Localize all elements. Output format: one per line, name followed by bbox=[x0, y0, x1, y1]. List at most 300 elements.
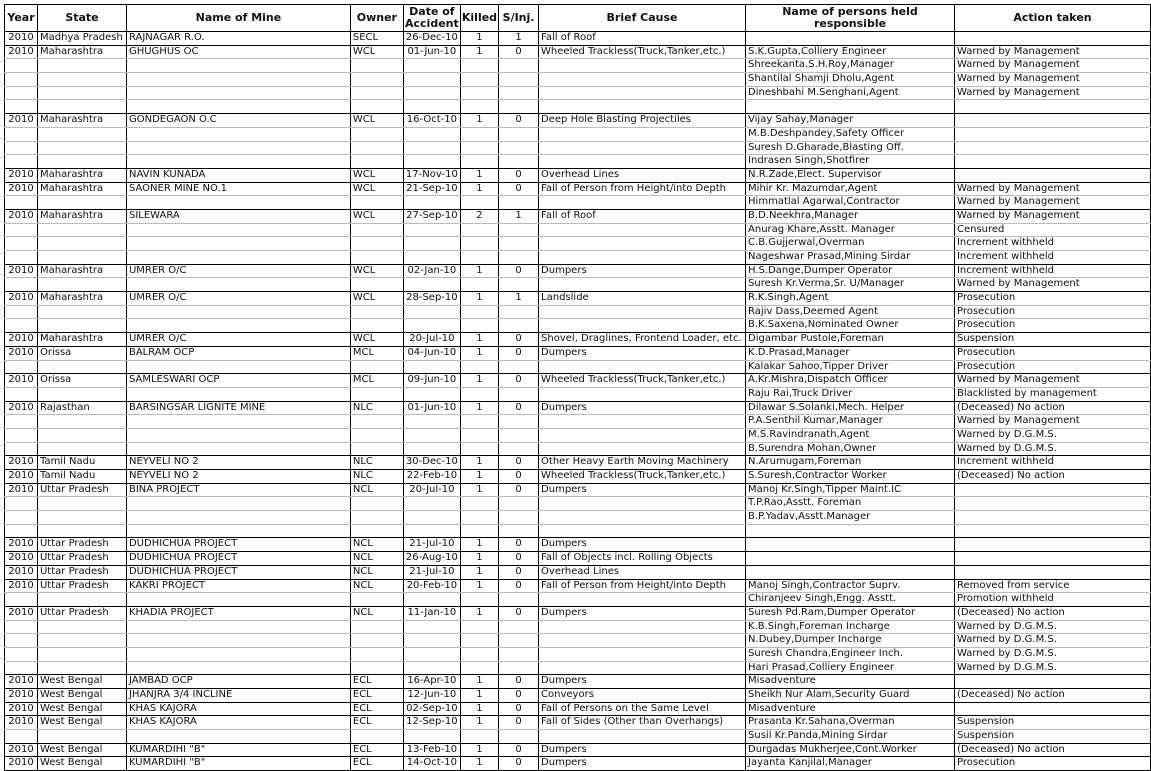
cell-cause: Fall of Sides (Other than Overhangs) bbox=[539, 716, 746, 730]
cell-cause: Other Heavy Earth Moving Machinery bbox=[539, 456, 746, 470]
cell-person: M.S.Ravindranath,Agent bbox=[746, 428, 955, 442]
cell-killed: 1 bbox=[460, 702, 498, 716]
cell-action bbox=[954, 524, 1150, 538]
cell-killed bbox=[460, 593, 498, 607]
cell-action: Increment withheld bbox=[954, 237, 1150, 251]
cell-cause bbox=[539, 59, 746, 73]
cell-injured bbox=[499, 86, 539, 100]
cell-mine bbox=[126, 593, 350, 607]
cell-action bbox=[954, 168, 1150, 182]
cell-injured bbox=[499, 634, 539, 648]
cell-owner bbox=[350, 387, 403, 401]
cell-injured: 0 bbox=[499, 45, 539, 59]
table-row bbox=[5, 73, 1151, 87]
cell-person: A.Kr.Mishra,Dispatch Officer bbox=[746, 374, 955, 388]
cell-date: 01-Jun-10 bbox=[403, 45, 460, 59]
cell-person: Chiranjeev Singh,Engg. Asstt. bbox=[746, 593, 955, 607]
cell-person bbox=[746, 552, 955, 566]
cell-cause: Dumpers bbox=[539, 743, 746, 757]
cell-injured bbox=[499, 511, 539, 525]
cell-mine bbox=[126, 155, 350, 169]
col-header-action: Action taken bbox=[954, 5, 1150, 32]
table-row bbox=[5, 483, 1151, 497]
table-row bbox=[5, 415, 1151, 429]
cell-mine bbox=[126, 497, 350, 511]
cell-owner bbox=[350, 360, 403, 374]
header-row bbox=[5, 5, 1151, 32]
cell-owner bbox=[350, 127, 403, 141]
cell-injured bbox=[499, 127, 539, 141]
cell-year bbox=[5, 155, 38, 169]
cell-person: Misadventure bbox=[746, 675, 955, 689]
cell-person: Vijay Sahay,Manager bbox=[746, 114, 955, 128]
cell-action: Suspension bbox=[954, 333, 1150, 347]
cell-owner bbox=[350, 141, 403, 155]
cell-date: 27-Sep-10 bbox=[403, 209, 460, 223]
cell-year bbox=[5, 86, 38, 100]
cell-action: Removed from service bbox=[954, 579, 1150, 593]
cell-year bbox=[5, 100, 38, 114]
cell-state: Uttar Pradesh bbox=[37, 579, 126, 593]
cell-state bbox=[37, 319, 126, 333]
cell-owner bbox=[350, 661, 403, 675]
cell-mine: DUDHICHUA PROJECT bbox=[126, 538, 350, 552]
cell-killed: 1 bbox=[460, 716, 498, 730]
cell-action: Warned by D.G.M.S. bbox=[954, 620, 1150, 634]
cell-injured bbox=[499, 141, 539, 155]
cell-injured: 0 bbox=[499, 702, 539, 716]
cell-injured bbox=[499, 415, 539, 429]
cell-killed bbox=[460, 278, 498, 292]
cell-person bbox=[746, 565, 955, 579]
table-row bbox=[5, 292, 1151, 306]
cell-action: Prosecution bbox=[954, 292, 1150, 306]
cell-action: Warned by Management bbox=[954, 182, 1150, 196]
cell-killed bbox=[460, 305, 498, 319]
table-row bbox=[5, 278, 1151, 292]
table-row bbox=[5, 552, 1151, 566]
cell-action: Warned by D.G.M.S. bbox=[954, 634, 1150, 648]
cell-date: 26-Aug-10 bbox=[403, 552, 460, 566]
cell-person: M.B.Deshpandey,Safety Officer bbox=[746, 127, 955, 141]
cell-date bbox=[403, 661, 460, 675]
cell-killed: 1 bbox=[460, 401, 498, 415]
cell-person: K.D.Prasad,Manager bbox=[746, 346, 955, 360]
cell-date: 22-Feb-10 bbox=[403, 470, 460, 484]
cell-injured: 0 bbox=[499, 606, 539, 620]
cell-action: Prosecution bbox=[954, 360, 1150, 374]
cell-year: 2010 bbox=[5, 483, 38, 497]
table-row bbox=[5, 59, 1151, 73]
cell-action: Warned by D.G.M.S. bbox=[954, 442, 1150, 456]
cell-mine: SILEWARA bbox=[126, 209, 350, 223]
cell-year: 2010 bbox=[5, 538, 38, 552]
cell-year bbox=[5, 251, 38, 265]
cell-year: 2010 bbox=[5, 168, 38, 182]
cell-cause bbox=[539, 278, 746, 292]
cell-year bbox=[5, 59, 38, 73]
cell-owner bbox=[350, 647, 403, 661]
cell-injured: 0 bbox=[499, 675, 539, 689]
cell-state: Maharashtra bbox=[37, 45, 126, 59]
cell-owner: NCL bbox=[350, 483, 403, 497]
cell-date bbox=[403, 647, 460, 661]
cell-state bbox=[37, 647, 126, 661]
cell-killed: 1 bbox=[460, 292, 498, 306]
cell-state: Uttar Pradesh bbox=[37, 538, 126, 552]
cell-injured bbox=[499, 237, 539, 251]
cell-state bbox=[37, 387, 126, 401]
cell-date bbox=[403, 524, 460, 538]
cell-mine bbox=[126, 415, 350, 429]
cell-mine bbox=[126, 442, 350, 456]
cell-cause bbox=[539, 387, 746, 401]
cell-date: 21-Jul-10 bbox=[403, 538, 460, 552]
cell-year: 2010 bbox=[5, 292, 38, 306]
table-row bbox=[5, 86, 1151, 100]
cell-injured bbox=[499, 155, 539, 169]
cell-killed: 1 bbox=[460, 483, 498, 497]
cell-year: 2010 bbox=[5, 374, 38, 388]
cell-owner bbox=[350, 278, 403, 292]
cell-cause: Fall of Person from Height/into Depth bbox=[539, 182, 746, 196]
cell-action: Warned by Management bbox=[954, 45, 1150, 59]
cell-killed bbox=[460, 251, 498, 265]
cell-state: Maharashtra bbox=[37, 168, 126, 182]
cell-owner: WCL bbox=[350, 168, 403, 182]
cell-person: R.K.Singh,Agent bbox=[746, 292, 955, 306]
cell-state bbox=[37, 497, 126, 511]
cell-killed bbox=[460, 634, 498, 648]
cell-year bbox=[5, 196, 38, 210]
cell-state bbox=[37, 442, 126, 456]
cell-state bbox=[37, 593, 126, 607]
cell-mine bbox=[126, 237, 350, 251]
cell-year: 2010 bbox=[5, 264, 38, 278]
cell-cause bbox=[539, 196, 746, 210]
cell-date bbox=[403, 141, 460, 155]
cell-person: Misadventure bbox=[746, 702, 955, 716]
cell-state bbox=[37, 620, 126, 634]
cell-owner bbox=[350, 237, 403, 251]
cell-action: Censured bbox=[954, 223, 1150, 237]
cell-action: Suspension bbox=[954, 730, 1150, 744]
cell-year: 2010 bbox=[5, 456, 38, 470]
cell-cause: Fall of Objects incl. Rolling Objects bbox=[539, 552, 746, 566]
cell-action bbox=[954, 141, 1150, 155]
cell-injured: 0 bbox=[499, 483, 539, 497]
cell-person: T.P.Rao,Asstt. Foreman bbox=[746, 497, 955, 511]
table-row bbox=[5, 401, 1151, 415]
table-row bbox=[5, 470, 1151, 484]
cell-injured: 0 bbox=[499, 114, 539, 128]
cell-injured: 0 bbox=[499, 168, 539, 182]
cell-year: 2010 bbox=[5, 565, 38, 579]
cell-action: Increment withheld bbox=[954, 456, 1150, 470]
cell-state: West Bengal bbox=[37, 675, 126, 689]
cell-cause: Dumpers bbox=[539, 675, 746, 689]
cell-state bbox=[37, 415, 126, 429]
cell-date bbox=[403, 415, 460, 429]
cell-person: N.Dubey,Dumper Incharge bbox=[746, 634, 955, 648]
cell-action: (Deceased) No action bbox=[954, 401, 1150, 415]
cell-mine bbox=[126, 251, 350, 265]
cell-date: 16-Apr-10 bbox=[403, 675, 460, 689]
cell-year: 2010 bbox=[5, 675, 38, 689]
cell-person: Hari Prasad,Colliery Engineer bbox=[746, 661, 955, 675]
cell-killed bbox=[460, 511, 498, 525]
cell-person bbox=[746, 538, 955, 552]
col-header-cause: Brief Cause bbox=[539, 5, 746, 32]
cell-mine bbox=[126, 100, 350, 114]
cell-cause bbox=[539, 223, 746, 237]
cell-person: Shantilal Shamji Dholu,Agent bbox=[746, 73, 955, 87]
cell-year bbox=[5, 305, 38, 319]
cell-state bbox=[37, 251, 126, 265]
cell-injured bbox=[499, 497, 539, 511]
cell-mine: UMRER O/C bbox=[126, 264, 350, 278]
cell-cause: Deep Hole Blasting Projectiles bbox=[539, 114, 746, 128]
cell-action: Prosecution bbox=[954, 757, 1150, 771]
cell-owner bbox=[350, 155, 403, 169]
cell-year: 2010 bbox=[5, 552, 38, 566]
cell-injured bbox=[499, 223, 539, 237]
cell-killed bbox=[460, 360, 498, 374]
cell-person: Suresh D.Gharade,Blasting Off. bbox=[746, 141, 955, 155]
cell-owner bbox=[350, 442, 403, 456]
cell-owner: WCL bbox=[350, 114, 403, 128]
cell-year: 2010 bbox=[5, 579, 38, 593]
cell-action: Promotion withheld bbox=[954, 593, 1150, 607]
cell-state: Tamil Nadu bbox=[37, 470, 126, 484]
cell-injured bbox=[499, 73, 539, 87]
table-row bbox=[5, 264, 1151, 278]
cell-person: Anurag Khare,Asstt. Manager bbox=[746, 223, 955, 237]
cell-date: 11-Jan-10 bbox=[403, 606, 460, 620]
cell-mine: BALRAM OCP bbox=[126, 346, 350, 360]
cell-person: Susil Kr.Panda,Mining Sirdar bbox=[746, 730, 955, 744]
cell-owner: NCL bbox=[350, 538, 403, 552]
cell-owner: NCL bbox=[350, 606, 403, 620]
cell-mine: GHUGHUS OC bbox=[126, 45, 350, 59]
table-row bbox=[5, 346, 1151, 360]
cell-action: (Deceased) No action bbox=[954, 606, 1150, 620]
cell-date bbox=[403, 100, 460, 114]
cell-owner: ECL bbox=[350, 675, 403, 689]
table-row bbox=[5, 100, 1151, 114]
cell-date: 21-Jul-10 bbox=[403, 565, 460, 579]
cell-person: B.K.Saxena,Nominated Owner bbox=[746, 319, 955, 333]
cell-year bbox=[5, 730, 38, 744]
cell-mine bbox=[126, 647, 350, 661]
cell-person: Dineshbahi M.Senghani,Agent bbox=[746, 86, 955, 100]
cell-year bbox=[5, 428, 38, 442]
cell-date bbox=[403, 73, 460, 87]
cell-person: Manoj Kr.Singh,Tipper Maint.IC bbox=[746, 483, 955, 497]
cell-action: Warned by Management bbox=[954, 196, 1150, 210]
cell-action bbox=[954, 127, 1150, 141]
cell-state bbox=[37, 59, 126, 73]
table-row bbox=[5, 305, 1151, 319]
col-header-owner: Owner bbox=[350, 5, 403, 32]
cell-date: 20-Jul-10 bbox=[403, 483, 460, 497]
cell-cause: Fall of Persons on the Same Level bbox=[539, 702, 746, 716]
cell-cause bbox=[539, 319, 746, 333]
cell-action bbox=[954, 497, 1150, 511]
cell-injured: 0 bbox=[499, 552, 539, 566]
cell-date bbox=[403, 593, 460, 607]
cell-date: 26-Dec-10 bbox=[403, 32, 460, 46]
cell-year bbox=[5, 511, 38, 525]
cell-killed bbox=[460, 319, 498, 333]
cell-state: Maharashtra bbox=[37, 292, 126, 306]
cell-person: Suresh Pd.Ram,Dumper Operator bbox=[746, 606, 955, 620]
cell-year: 2010 bbox=[5, 114, 38, 128]
cell-injured: 0 bbox=[499, 565, 539, 579]
cell-year bbox=[5, 524, 38, 538]
cell-killed: 1 bbox=[460, 374, 498, 388]
cell-state: Maharashtra bbox=[37, 182, 126, 196]
cell-mine bbox=[126, 387, 350, 401]
cell-injured bbox=[499, 278, 539, 292]
cell-person: Durgadas Mukherjee,Cont.Worker bbox=[746, 743, 955, 757]
cell-action: Warned by Management bbox=[954, 73, 1150, 87]
cell-date: 09-Jun-10 bbox=[403, 374, 460, 388]
cell-state: West Bengal bbox=[37, 743, 126, 757]
cell-year: 2010 bbox=[5, 45, 38, 59]
cell-cause bbox=[539, 524, 746, 538]
cell-date bbox=[403, 251, 460, 265]
cell-action: Warned by Management bbox=[954, 415, 1150, 429]
cell-killed bbox=[460, 59, 498, 73]
cell-cause: Dumpers bbox=[539, 264, 746, 278]
cell-owner bbox=[350, 593, 403, 607]
col-header-killed: Killed bbox=[460, 5, 498, 32]
cell-killed bbox=[460, 730, 498, 744]
cell-person: N.R.Zade,Elect. Supervisor bbox=[746, 168, 955, 182]
cell-state bbox=[37, 634, 126, 648]
cell-killed bbox=[460, 428, 498, 442]
cell-person: Sheikh Nur Alam,Security Guard bbox=[746, 689, 955, 703]
cell-owner: ECL bbox=[350, 757, 403, 771]
cell-mine: NEYVELI NO 2 bbox=[126, 456, 350, 470]
cell-owner: NCL bbox=[350, 565, 403, 579]
cell-injured: 0 bbox=[499, 579, 539, 593]
cell-action: Warned by Management bbox=[954, 209, 1150, 223]
cell-owner: MCL bbox=[350, 374, 403, 388]
cell-cause: Fall of Roof bbox=[539, 209, 746, 223]
cell-mine: BINA PROJECT bbox=[126, 483, 350, 497]
cell-state: West Bengal bbox=[37, 689, 126, 703]
cell-killed bbox=[460, 442, 498, 456]
cell-year: 2010 bbox=[5, 333, 38, 347]
accident-table bbox=[4, 4, 1151, 771]
cell-state bbox=[37, 524, 126, 538]
cell-year bbox=[5, 141, 38, 155]
cell-person: Raju Rai,Truck Driver bbox=[746, 387, 955, 401]
cell-injured bbox=[499, 730, 539, 744]
cell-date bbox=[403, 620, 460, 634]
cell-state: West Bengal bbox=[37, 757, 126, 771]
table-row bbox=[5, 716, 1151, 730]
cell-state: Uttar Pradesh bbox=[37, 552, 126, 566]
cell-person: S.Suresh,Contractor Worker bbox=[746, 470, 955, 484]
table-row bbox=[5, 524, 1151, 538]
col-header-persons: Name of persons held responsible bbox=[746, 5, 955, 32]
cell-mine: JHANJRA 3/4 INCLINE bbox=[126, 689, 350, 703]
cell-injured: 1 bbox=[499, 209, 539, 223]
cell-owner: ECL bbox=[350, 689, 403, 703]
cell-owner bbox=[350, 305, 403, 319]
cell-owner bbox=[350, 100, 403, 114]
cell-date bbox=[403, 305, 460, 319]
cell-state: Madhya Pradesh bbox=[37, 32, 126, 46]
cell-killed bbox=[460, 223, 498, 237]
cell-cause: Conveyors bbox=[539, 689, 746, 703]
cell-owner: ECL bbox=[350, 702, 403, 716]
cell-state bbox=[37, 237, 126, 251]
cell-killed bbox=[460, 497, 498, 511]
table-row bbox=[5, 319, 1151, 333]
cell-person: S.K.Gupta,Colliery Engineer bbox=[746, 45, 955, 59]
cell-person: Nageshwar Prasad,Mining Sirdar bbox=[746, 251, 955, 265]
cell-date bbox=[403, 278, 460, 292]
cell-injured: 1 bbox=[499, 32, 539, 46]
cell-date bbox=[403, 196, 460, 210]
cell-person: Shreekanta.S.H.Roy,Manager bbox=[746, 59, 955, 73]
table-row bbox=[5, 538, 1151, 552]
cell-cause: Shovel, Draglines, Frontend Loader, etc. bbox=[539, 333, 746, 347]
cell-person: P.A.Senthil Kumar,Manager bbox=[746, 415, 955, 429]
table-row bbox=[5, 647, 1151, 661]
cell-date bbox=[403, 730, 460, 744]
cell-killed: 1 bbox=[460, 579, 498, 593]
cell-cause bbox=[539, 86, 746, 100]
cell-action: Increment withheld bbox=[954, 251, 1150, 265]
cell-year bbox=[5, 442, 38, 456]
cell-owner bbox=[350, 634, 403, 648]
cell-killed: 1 bbox=[460, 689, 498, 703]
cell-mine bbox=[126, 620, 350, 634]
cell-year bbox=[5, 223, 38, 237]
cell-cause bbox=[539, 593, 746, 607]
cell-killed bbox=[460, 155, 498, 169]
cell-year: 2010 bbox=[5, 32, 38, 46]
cell-killed: 1 bbox=[460, 32, 498, 46]
cell-cause bbox=[539, 497, 746, 511]
cell-person: Digambar Pustole,Foreman bbox=[746, 333, 955, 347]
cell-injured: 0 bbox=[499, 264, 539, 278]
cell-person: K.B.Singh,Foreman Incharge bbox=[746, 620, 955, 634]
cell-date: 21-Sep-10 bbox=[403, 182, 460, 196]
table-row bbox=[5, 168, 1151, 182]
cell-cause bbox=[539, 661, 746, 675]
cell-state bbox=[37, 196, 126, 210]
cell-action: (Deceased) No action bbox=[954, 689, 1150, 703]
cell-action: Increment withheld bbox=[954, 264, 1150, 278]
table-row bbox=[5, 593, 1151, 607]
cell-state: Uttar Pradesh bbox=[37, 483, 126, 497]
cell-action bbox=[954, 483, 1150, 497]
cell-owner: MCL bbox=[350, 346, 403, 360]
cell-person: Suresh Kr.Verma,Sr. U/Manager bbox=[746, 278, 955, 292]
cell-owner bbox=[350, 73, 403, 87]
cell-owner: WCL bbox=[350, 264, 403, 278]
cell-injured bbox=[499, 387, 539, 401]
cell-year: 2010 bbox=[5, 743, 38, 757]
cell-cause bbox=[539, 730, 746, 744]
cell-injured: 0 bbox=[499, 456, 539, 470]
